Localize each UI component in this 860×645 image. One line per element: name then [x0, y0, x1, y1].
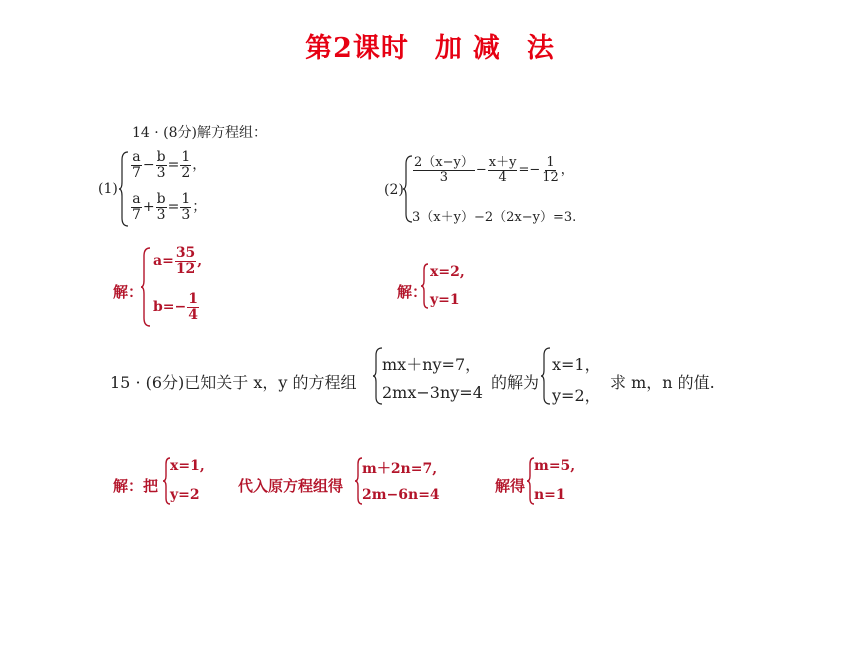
- q15-sol-y: y=2: [170, 487, 200, 503]
- q14-sol1-b: b=− $\frac{1}{4}$: [153, 291, 198, 323]
- q14-part2-eq2: 3（x＋y）−2（2x−y）=3.: [412, 210, 577, 225]
- title-word-3: 法: [526, 33, 555, 64]
- q14-part1-label: (1): [98, 181, 118, 197]
- q15-solution-brace: [540, 346, 552, 406]
- q14-part1-eq2: $\frac{a}{7}$ + $\frac{b}{3}$ = $\frac{1}{3}$ ；: [132, 191, 207, 223]
- q15-suffix: 求 m，n 的值.: [610, 373, 715, 392]
- q15-sol-mid: 代入原方程组得: [238, 477, 344, 495]
- q14-sol2-y: y=1: [430, 292, 460, 308]
- q15-mid: 的解为: [491, 373, 540, 392]
- title-word-2: 减: [472, 33, 501, 64]
- q14-part1-eq1: $\frac{a}{7}$ − $\frac{b}{3}$ = $\frac{1}{2}$ ，: [132, 149, 207, 181]
- q14-sol1-label: 解：: [113, 283, 144, 301]
- q14-sol2-label: 解：: [397, 283, 428, 301]
- q15-sol-label: 解：把: [113, 477, 159, 495]
- q14-sol1-a: a= $\frac{35}{12}$ ,: [153, 245, 203, 277]
- q15-sol-eq2: 2m−6n=4: [362, 487, 440, 503]
- q15-sol-mid2: 解得: [495, 477, 526, 495]
- q14-part2-eq1: $\frac{2(x-y)}{3}$ − $\frac{x+y}{4}$ =− $\frac{1}{12}$ ，: [414, 155, 574, 185]
- q15-sol-m: m=5,: [534, 458, 576, 474]
- q14-sol1-brace: [140, 246, 152, 328]
- q15-system-eq2: 2mx−3ny=4: [382, 383, 483, 402]
- page-title: [0, 26, 860, 65]
- q15-solution-x: x=1，: [552, 355, 601, 374]
- q14-part1-brace: [118, 150, 130, 228]
- title-word-1: 加: [434, 33, 463, 64]
- q15-sol-eq1: m＋2n=7,: [362, 461, 438, 477]
- q14-sol2-brace: [420, 262, 430, 310]
- q14-part2-label: (2): [384, 182, 404, 198]
- q15-sol-n: n=1: [534, 487, 566, 503]
- q15-system-eq1: mx＋ny=7，: [382, 355, 482, 374]
- q15-solution-y: y=2，: [552, 386, 601, 405]
- q15-sol-x: x=1,: [170, 458, 205, 474]
- q14-header: 14 · (8分)解方程组：: [132, 125, 267, 141]
- q14-sol2-x: x=2,: [430, 264, 465, 280]
- q15-prefix: 15 · (6分)已知关于 x，y 的方程组: [110, 373, 357, 392]
- title-lesson: 第2课时: [305, 33, 409, 64]
